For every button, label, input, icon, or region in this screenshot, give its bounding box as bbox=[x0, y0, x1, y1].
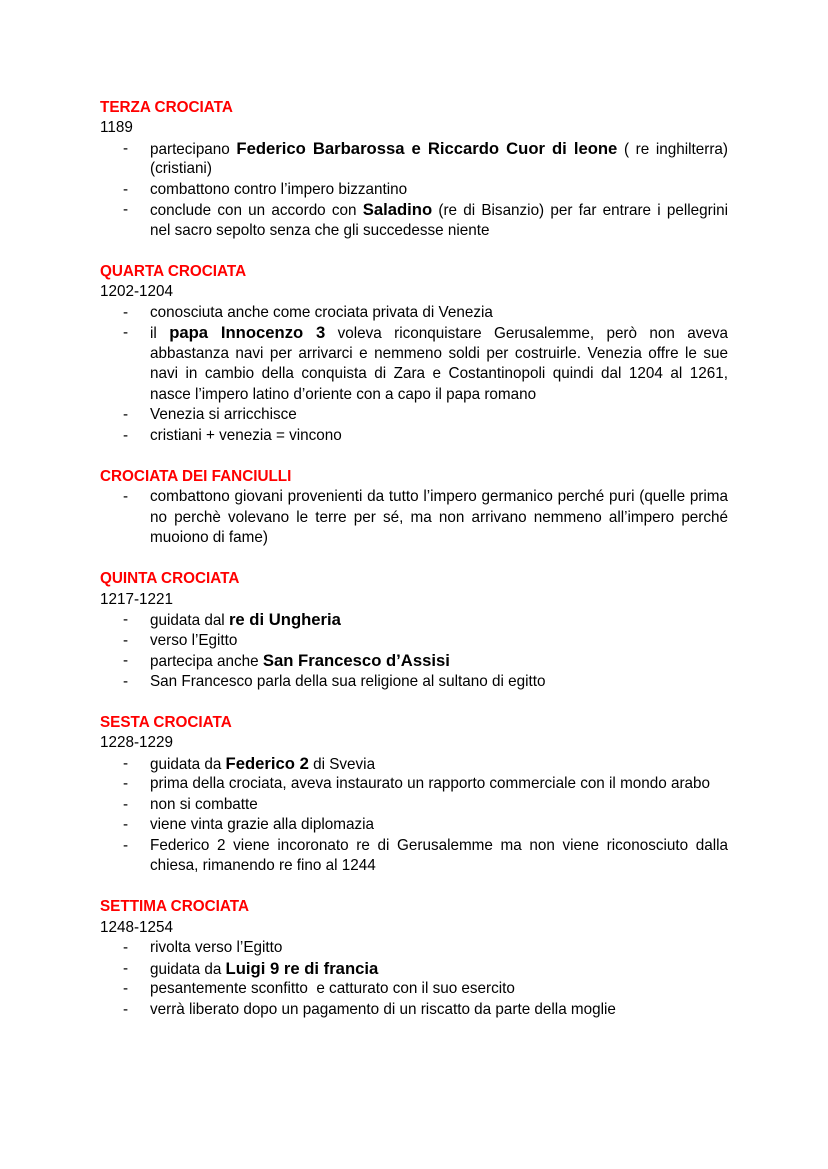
bullet-text bbox=[150, 323, 728, 405]
text-segment: rivolta verso l’Egitto bbox=[150, 939, 283, 957]
bullet-text bbox=[150, 672, 728, 693]
bullet-item bbox=[100, 303, 728, 324]
section-quarta-crociata bbox=[100, 262, 728, 447]
section-years: 1248-1254 bbox=[100, 918, 174, 936]
text-line bbox=[150, 610, 728, 631]
bullet-dash: - bbox=[123, 426, 129, 444]
text-line bbox=[150, 159, 728, 180]
bullet-list bbox=[100, 754, 728, 877]
text-segment: Federico 2 viene incoronato re di Gerusalemme ma non viene riconosciuto dalla bbox=[150, 836, 728, 854]
bullet-dash: - bbox=[123, 611, 129, 629]
text-line bbox=[150, 938, 728, 959]
bullet-text bbox=[150, 610, 728, 631]
text-segment: verso l’Egitto bbox=[150, 631, 238, 649]
bullet-dash: - bbox=[123, 754, 129, 772]
bullet-text bbox=[150, 754, 728, 775]
bullet-item bbox=[100, 651, 728, 672]
section-years: 1217-1221 bbox=[100, 590, 174, 608]
text-line bbox=[150, 959, 728, 980]
text-line bbox=[150, 344, 728, 365]
text-segment: viene vinta grazie alla diplomazia bbox=[150, 816, 375, 834]
bullet-item bbox=[100, 979, 728, 1000]
bullet-list bbox=[100, 487, 728, 549]
text-segment: navi in cambio della conquista di Zara e Costantinopoli quindi dal 1204 al 1261, bbox=[150, 365, 728, 383]
bullet-text bbox=[150, 487, 728, 549]
bullet-item bbox=[100, 959, 728, 980]
bullet-dash: - bbox=[123, 652, 129, 670]
bullet-text bbox=[150, 426, 728, 447]
text-line bbox=[150, 426, 728, 447]
bullet-text bbox=[150, 959, 728, 980]
bold-text-segment: Luigi 9 re di francia bbox=[225, 958, 379, 978]
bullet-text bbox=[150, 795, 728, 816]
text-segment: verrà liberato dopo un pagamento di un riscatto da parte della moglie bbox=[150, 1000, 616, 1018]
section-years: 1228-1229 bbox=[100, 734, 174, 752]
text-line bbox=[150, 323, 728, 344]
bullet-text bbox=[150, 139, 728, 180]
bullet-text bbox=[150, 651, 728, 672]
text-line bbox=[150, 405, 728, 426]
text-segment: di Svevia bbox=[308, 755, 376, 773]
bullet-text bbox=[150, 405, 728, 426]
bullet-item bbox=[100, 836, 728, 877]
bullet-item bbox=[100, 610, 728, 631]
bullet-dash: - bbox=[123, 939, 129, 957]
text-line bbox=[150, 672, 728, 693]
bullet-item bbox=[100, 405, 728, 426]
section-settima-crociata bbox=[100, 897, 728, 1020]
bullet-text bbox=[150, 938, 728, 959]
text-segment: partecipa anche bbox=[150, 653, 263, 671]
bullet-dash: - bbox=[123, 631, 129, 649]
bullet-dash: - bbox=[123, 836, 129, 854]
bold-text-segment: Federico Barbarossa e Riccardo Cuor di leone bbox=[236, 138, 618, 158]
text-segment: abbastanza navi per arrivarci e nemmeno soldi per costruirle. Venezia offre le sue bbox=[150, 344, 728, 362]
text-line bbox=[150, 979, 728, 1000]
bullet-item bbox=[100, 815, 728, 836]
bullet-item bbox=[100, 487, 728, 549]
section-title: SETTIMA CROCIATA bbox=[100, 898, 249, 916]
text-line bbox=[150, 631, 728, 652]
bold-text-segment: Federico 2 bbox=[225, 753, 309, 773]
bullet-dash: - bbox=[123, 1000, 129, 1018]
bullet-item bbox=[100, 180, 728, 201]
section-title: SESTA CROCIATA bbox=[100, 713, 232, 731]
text-segment: ( re inghilterra) bbox=[617, 140, 728, 158]
text-line bbox=[150, 815, 728, 836]
bullet-list bbox=[100, 303, 728, 447]
text-segment: guidata da bbox=[150, 755, 226, 773]
bullet-list bbox=[100, 938, 728, 1020]
text-line bbox=[150, 1000, 728, 1021]
text-line bbox=[150, 385, 728, 406]
bullet-item bbox=[100, 1000, 728, 1021]
text-segment: conclude con un accordo con bbox=[150, 202, 363, 220]
text-line bbox=[150, 180, 728, 201]
bullet-dash: - bbox=[123, 180, 129, 198]
bullet-text bbox=[150, 200, 728, 241]
bullet-text bbox=[150, 1000, 728, 1021]
bullet-item bbox=[100, 672, 728, 693]
bullet-item bbox=[100, 938, 728, 959]
bullet-item bbox=[100, 774, 728, 795]
section-title: QUARTA CROCIATA bbox=[100, 262, 247, 280]
bold-text-segment: San Francesco d’Assisi bbox=[262, 651, 450, 671]
text-segment: voleva riconquistare Gerusalemme, però non aveva bbox=[325, 325, 729, 343]
text-segment: (cristiani) bbox=[150, 160, 212, 178]
section-crociata-dei-fanciulli bbox=[100, 467, 728, 549]
text-segment: nel sacro sepolto senza che gli succedesse niente bbox=[150, 221, 490, 239]
bullet-dash: - bbox=[123, 324, 129, 342]
text-segment: non si combatte bbox=[150, 795, 258, 813]
section-terza-crociata bbox=[100, 98, 728, 242]
bullet-item bbox=[100, 139, 728, 180]
bold-text-segment: papa Innocenzo 3 bbox=[169, 323, 326, 343]
section-years: 1202-1204 bbox=[100, 283, 174, 301]
text-line bbox=[150, 651, 728, 672]
bullet-dash: - bbox=[123, 980, 129, 998]
document-page bbox=[100, 98, 728, 1041]
bullet-item bbox=[100, 200, 728, 241]
bullet-list bbox=[100, 610, 728, 692]
text-segment: guidata dal bbox=[150, 612, 229, 630]
text-line bbox=[150, 774, 728, 795]
section-years: 1189 bbox=[100, 119, 133, 137]
bullet-item bbox=[100, 754, 728, 775]
bullet-item bbox=[100, 631, 728, 652]
text-segment: partecipano bbox=[150, 140, 237, 158]
bullet-dash: - bbox=[123, 672, 129, 690]
section-title: QUINTA CROCIATA bbox=[100, 570, 240, 588]
bullet-dash: - bbox=[123, 201, 129, 219]
bullet-text bbox=[150, 631, 728, 652]
section-quinta-crociata bbox=[100, 569, 728, 692]
text-segment: pesantemente sconfitto e catturato con il suo esercito bbox=[150, 980, 515, 998]
text-segment: prima della crociata, aveva instaurato un rapporto commerciale con il mondo arabo bbox=[150, 775, 711, 793]
text-segment: muoiono di fame) bbox=[150, 529, 268, 547]
section-title: TERZA CROCIATA bbox=[100, 98, 233, 116]
text-line bbox=[150, 139, 728, 160]
bullet-dash: - bbox=[123, 959, 129, 977]
text-line bbox=[150, 754, 728, 775]
text-segment: Venezia si arricchisce bbox=[150, 406, 297, 424]
text-segment: combattono giovani provenienti da tutto l’impero germanico perché puri (quelle prima bbox=[150, 488, 728, 506]
bullet-dash: - bbox=[123, 775, 129, 793]
text-line bbox=[150, 221, 728, 242]
section-title: CROCIATA DEI FANCIULLI bbox=[100, 467, 292, 485]
text-segment: San Francesco parla della sua religione al sultano di egitto bbox=[150, 672, 546, 690]
text-line bbox=[150, 856, 728, 877]
bold-text-segment: re di Ungheria bbox=[228, 610, 341, 630]
bullet-dash: - bbox=[123, 488, 129, 506]
bold-text-segment: Saladino bbox=[362, 200, 433, 220]
text-segment: cristiani + venezia = vincono bbox=[150, 426, 342, 444]
bullet-item bbox=[100, 323, 728, 405]
bullet-text bbox=[150, 836, 728, 877]
text-segment: nasce l’impero latino d’oriente con a capo il papa romano bbox=[150, 385, 537, 403]
bullet-dash: - bbox=[123, 139, 129, 157]
bullet-dash: - bbox=[123, 816, 129, 834]
text-line bbox=[150, 303, 728, 324]
text-line bbox=[150, 528, 728, 549]
bullet-list bbox=[100, 139, 728, 242]
text-segment: chiesa, rimanendo re fino al 1244 bbox=[150, 857, 376, 875]
bullet-dash: - bbox=[123, 303, 129, 321]
section-sesta-crociata bbox=[100, 713, 728, 877]
bullet-text bbox=[150, 979, 728, 1000]
text-segment: no perchè volevano le terre per sé, ma non arrivano nemmeno all’impero perché bbox=[150, 508, 728, 526]
bullet-dash: - bbox=[123, 406, 129, 424]
text-segment: guidata da bbox=[150, 960, 226, 978]
text-segment: conosciuta anche come crociata privata di Venezia bbox=[150, 303, 493, 321]
bullet-text bbox=[150, 180, 728, 201]
bullet-item bbox=[100, 795, 728, 816]
bullet-text bbox=[150, 774, 728, 795]
text-segment: combattono contro l’impero bizzantino bbox=[150, 180, 408, 198]
bullet-dash: - bbox=[123, 795, 129, 813]
text-line bbox=[150, 487, 728, 508]
text-line bbox=[150, 795, 728, 816]
text-segment: (re di Bisanzio) per far entrare i pellegrini bbox=[432, 202, 728, 220]
text-segment: il bbox=[150, 325, 170, 343]
text-line bbox=[150, 508, 728, 529]
text-line bbox=[150, 200, 728, 221]
bullet-text bbox=[150, 815, 728, 836]
bullet-text bbox=[150, 303, 728, 324]
bullet-item bbox=[100, 426, 728, 447]
text-line bbox=[150, 836, 728, 857]
text-line bbox=[150, 364, 728, 385]
